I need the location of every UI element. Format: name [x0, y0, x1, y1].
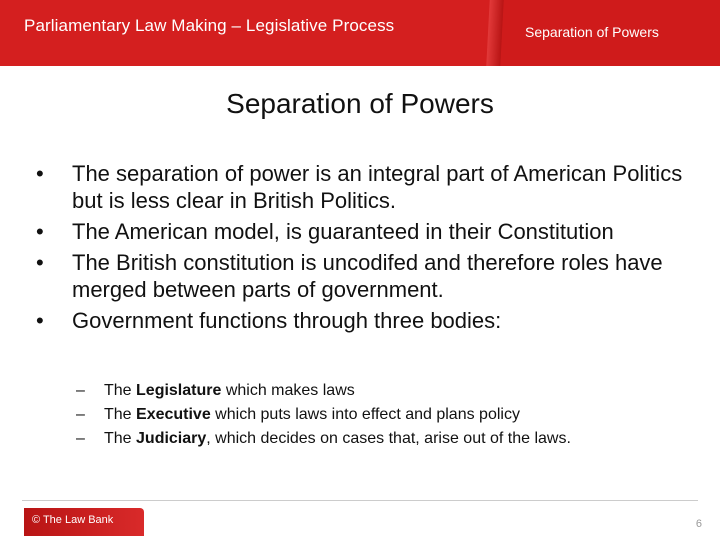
bullet-text: The separation of power is an integral part of American Politics but is less clear in British Politics. — [72, 161, 683, 213]
bullet-dot-icon: • — [36, 250, 44, 275]
footer-credit: © The Law Bank — [32, 514, 114, 526]
dash-icon: – — [76, 382, 85, 399]
bullet-text: Government functions through three bodies: — [72, 308, 502, 333]
bullet-dot-icon: • — [36, 219, 44, 244]
sub-bullet-item — [76, 379, 706, 403]
sub-bullet-prefix: The — [104, 406, 137, 423]
slide-title: Separation of Powers — [226, 88, 494, 119]
sub-bullet-prefix: The — [104, 382, 137, 399]
sub-bullet-bold: Judiciary — [136, 430, 207, 447]
sub-bullet-item — [76, 403, 706, 427]
dash-icon: – — [76, 430, 85, 447]
header-section-label: Separation of Powers — [525, 24, 659, 40]
sub-bullet-suffix: , which decides on cases that, arise out of the laws. — [206, 430, 571, 447]
header-title: Parliamentary Law Making – Legislative Process — [24, 16, 395, 35]
sub-bullet-bold: Executive — [136, 406, 211, 423]
bullet-item — [36, 218, 686, 245]
bullet-dot-icon: • — [36, 308, 44, 333]
dash-icon: – — [76, 406, 85, 423]
footer-divider — [22, 500, 698, 501]
bullet-text: The American model, is guaranteed in their Constitution — [72, 219, 614, 244]
bullet-list — [36, 160, 686, 338]
sub-bullet-suffix: which makes laws — [221, 382, 355, 399]
bullet-text: The British constitution is uncodifed and therefore roles have merged between parts of government. — [72, 250, 663, 302]
bullet-item — [36, 249, 686, 303]
page-number: 6 — [695, 518, 702, 530]
slide-header — [0, 0, 720, 66]
bullet-item — [36, 307, 686, 334]
bullet-dot-icon: • — [36, 161, 44, 186]
sub-bullet-item — [76, 427, 706, 451]
sub-bullet-suffix: which puts laws into effect and plans policy — [210, 406, 520, 423]
sub-bullet-bold: Legislature — [136, 382, 222, 399]
sub-bullet-list — [76, 379, 706, 451]
bullet-item — [36, 160, 686, 214]
sub-bullet-prefix: The — [104, 430, 137, 447]
